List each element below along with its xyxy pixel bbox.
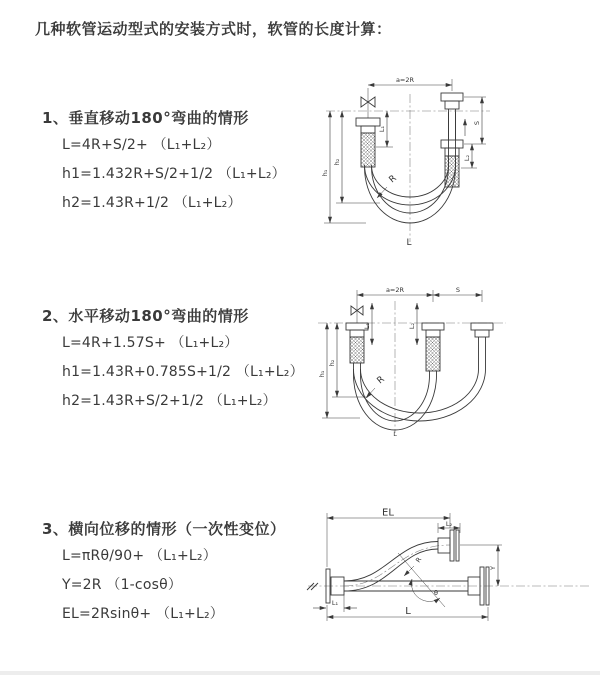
page-edge [0, 671, 600, 675]
hose-fitting-middle [422, 323, 444, 371]
hose-displaced [344, 530, 459, 591]
dim-a2r [368, 76, 452, 91]
diagram-vertical-bend [308, 70, 538, 255]
dim-l1 [313, 595, 357, 612]
section-2-formula-L: L=4R+1.57S+ （L₁+L₂） [62, 335, 239, 351]
angle-theta-label: θ [434, 589, 438, 597]
dim-l1-label: L₁ [363, 322, 371, 330]
section-1-formula-L: L=4R+S/2+ （L₁+L₂） [62, 137, 221, 153]
dim-s [464, 97, 486, 144]
dim-l2 [408, 303, 417, 345]
length-label: L [406, 238, 412, 248]
dim-l1 [376, 111, 393, 147]
dim-h1-label: h₁ [318, 370, 326, 378]
dim-l-label: L [405, 606, 411, 617]
dim-h2-label: h₂ [328, 359, 336, 367]
valve-icon [351, 302, 363, 323]
valve-icon [361, 88, 375, 118]
section-2-formula-h1: h1=1.43R+0.785S+1/2 （L₁+L₂） [62, 364, 304, 380]
dim-y-label: Y [489, 566, 497, 570]
dim-s-label: S [473, 120, 481, 126]
pipe-right-moved [471, 323, 493, 345]
dim-h1 [321, 111, 366, 223]
pipe-right [441, 93, 463, 187]
radius-label: R [387, 173, 399, 186]
section-1-formula-h2: h2=1.43R+1/2 （L₁+L₂） [62, 195, 242, 211]
dim-h2-label: h₂ [333, 158, 341, 166]
dim-l2 [438, 520, 460, 533]
dim-s-label: S [455, 286, 461, 294]
dim-l [327, 605, 488, 621]
diagram-horizontal-bend [310, 283, 550, 443]
page-title: 几种软管运动型式的安装方式时，软管的长度计算： [35, 20, 392, 38]
dim-l2-label: L₂ [463, 154, 471, 162]
section-3-formula-L: L=πRθ/90+ （L₁+L₂） [62, 548, 217, 564]
dim-el [327, 508, 450, 568]
dim-h1-label: h₁ [321, 169, 329, 177]
dim-l1-label: L₁ [378, 125, 386, 133]
section-2-formula-h2: h2=1.43R+S/2+1/2 （L₁+L₂） [62, 393, 277, 409]
axis-break-mark [307, 583, 318, 590]
centerlines [318, 301, 506, 433]
length-label: L [393, 430, 397, 438]
hose-curves [354, 345, 486, 430]
radius-label: R [375, 374, 387, 387]
section-2-heading: 2、水平移动180°弯曲的情形 [42, 307, 249, 325]
dim-l2-label: L₂ [445, 520, 453, 528]
diagram-lateral-displacement [300, 505, 595, 650]
dim-a2r [357, 286, 482, 302]
section-3-formula-Y: Y=2R （1-cosθ） [62, 577, 183, 593]
radius-callout [366, 375, 387, 398]
section-3-formula-EL: EL=2Rsinθ+ （L₁+L₂） [62, 606, 224, 622]
section-3-heading: 3、横向位移的情形（一次性变位） [42, 520, 286, 538]
section-1-formula-h1: h1=1.432R+S/2+1/2 （L₁+L₂） [62, 166, 286, 182]
dim-l2-label: L₂ [408, 322, 416, 330]
dim-l1-label: L₁ [331, 599, 339, 607]
section-1-heading: 1、垂直移动180°弯曲的情形 [42, 109, 249, 127]
dim-s [433, 286, 482, 295]
dim-y [460, 545, 502, 586]
radius-label: R [414, 555, 424, 565]
dim-el-label: EL [382, 507, 394, 519]
dim-a2r-label: a=2R [395, 76, 415, 84]
hose-fitting-left [356, 118, 380, 167]
dim-a2r-label: a=2R [385, 286, 405, 294]
radius-callout [404, 555, 424, 576]
